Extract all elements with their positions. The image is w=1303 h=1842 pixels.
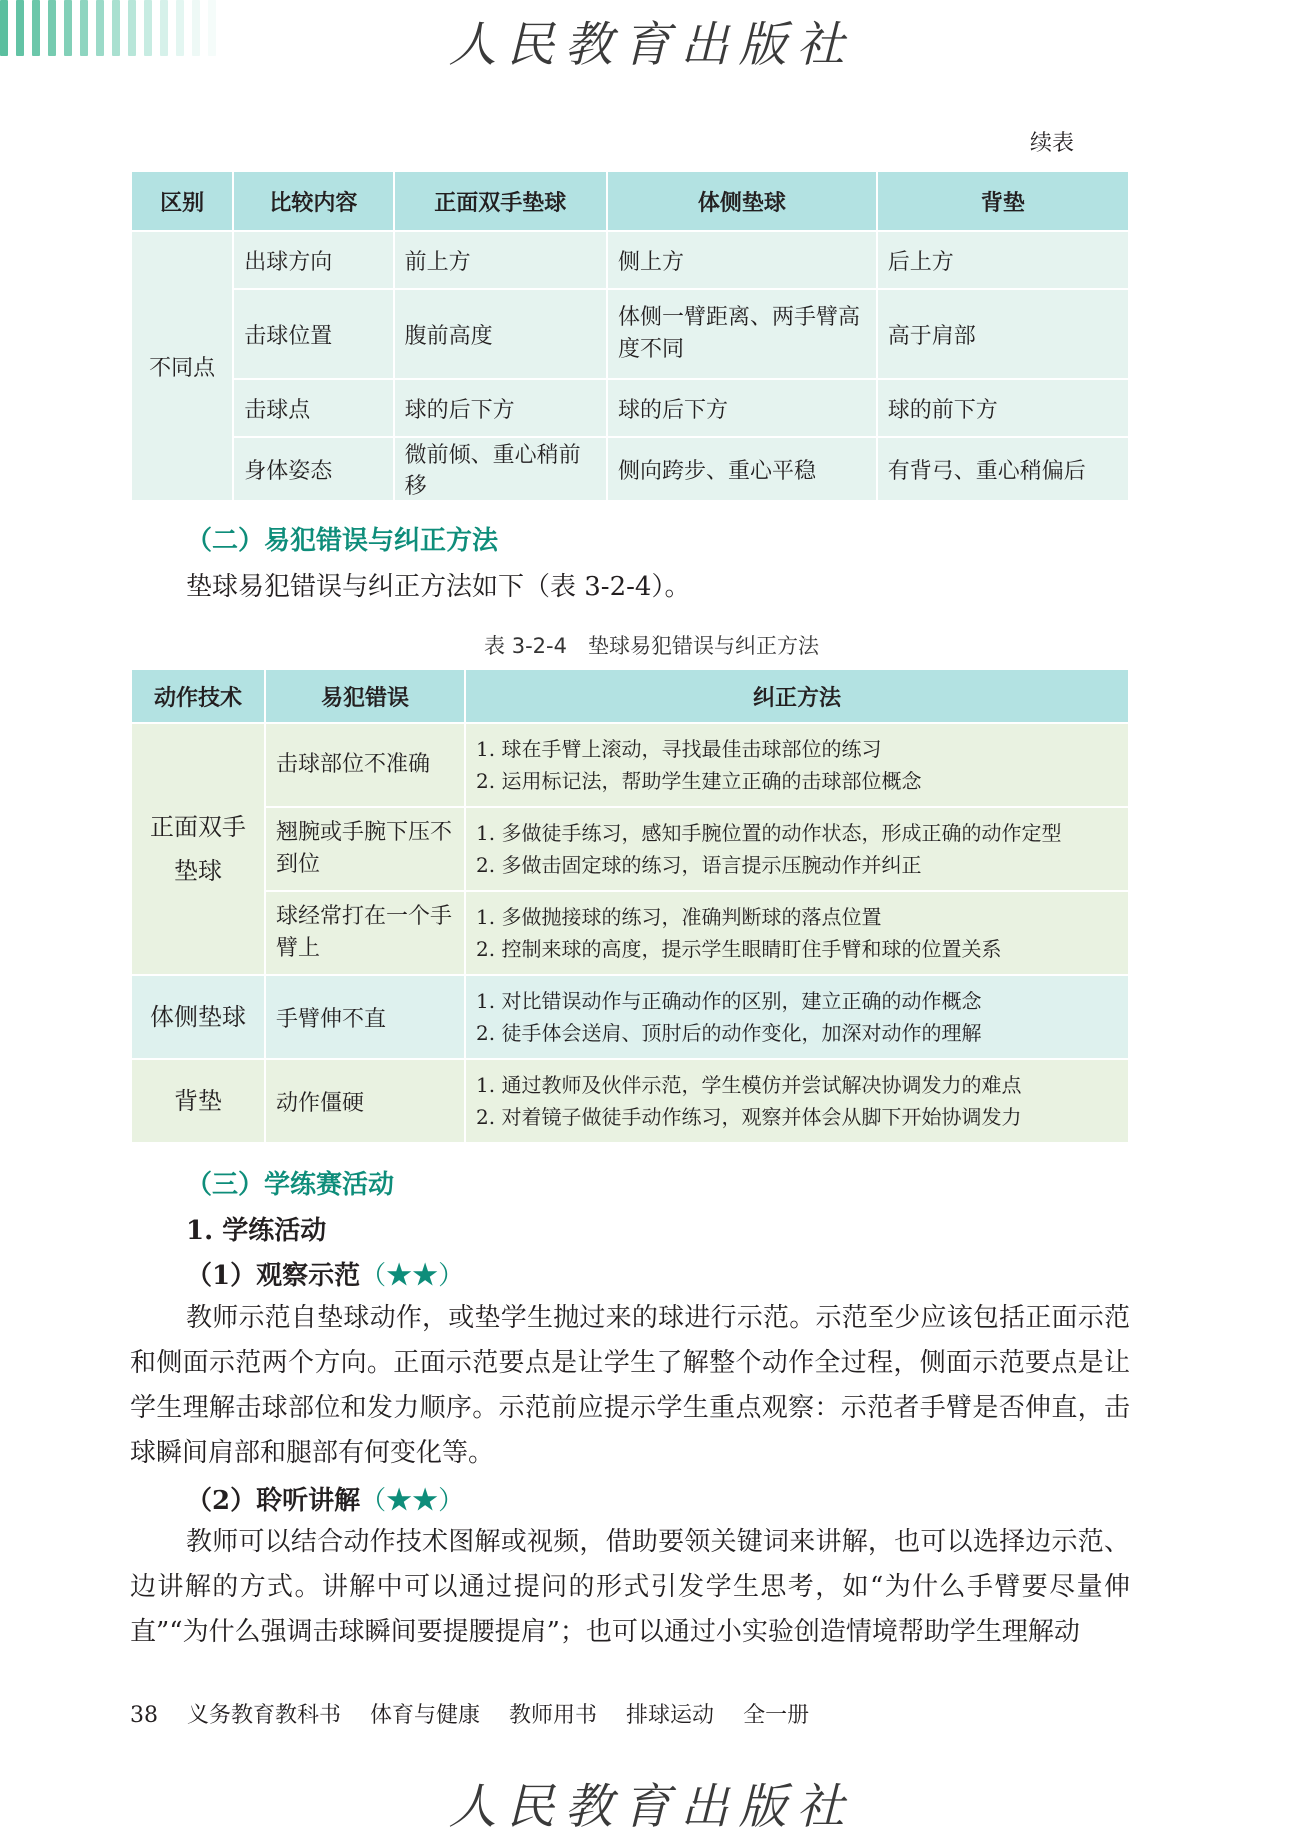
method-cell	[465, 1059, 1129, 1143]
table-header-cell: 正面双手垫球	[394, 171, 607, 231]
error-cell: 翘腕或手腕下压不到位	[265, 807, 465, 891]
table-cell: 球的后下方	[607, 379, 877, 437]
group-label-cell: 不同点	[131, 231, 233, 501]
table-cell: 侧向跨步、重心平稳	[607, 437, 877, 501]
table-header-cell: 背垫	[877, 171, 1129, 231]
paragraph: 教师可以结合动作技术图解或视频，借助要领关键词来讲解，也可以选择边示范、边讲解的方式。讲解中可以通过提问的形式引发学生思考，如“为什么手臂要尽量伸直”“为什么强调击球瞬间要提腰提肩”；也可以通过小实验创造情境帮助学生理解动	[130, 1527, 1130, 1647]
activity-heading	[186, 1480, 464, 1517]
subsection-heading: 1. 学练活动	[186, 1216, 327, 1246]
footer-type: 教师用书	[509, 1703, 598, 1728]
activity-title: （1）观察示范	[186, 1261, 361, 1291]
method-line: 1. 多做徒手练习，感知手腕位置的动作状态，形成正确的动作定型	[476, 821, 1062, 845]
table-header-cell: 体侧垫球	[607, 171, 877, 231]
table-cell: 出球方向	[233, 231, 393, 289]
table-cell: 球的前下方	[877, 379, 1129, 437]
table-cell: 有背弓、重心稍偏后	[877, 437, 1129, 501]
table-row	[131, 891, 1129, 975]
error-cell: 球经常打在一个手臂上	[265, 891, 465, 975]
page-number: 38	[130, 1703, 158, 1728]
table-caption: 表 3-2-4 垫球易犯错误与纠正方法	[484, 634, 819, 658]
table-header-cell: 纠正方法	[465, 669, 1129, 723]
table-cell: 后上方	[877, 231, 1129, 289]
error-cell: 动作僵硬	[265, 1059, 465, 1143]
table-cell: 侧上方	[607, 231, 877, 289]
table-cell: 身体姿态	[233, 437, 393, 501]
footer-topic: 排球运动	[626, 1703, 715, 1728]
method-line: 2. 对着镜子做徒手动作练习，观察并体会从脚下开始协调发力	[476, 1105, 1022, 1129]
table-row	[131, 289, 1129, 379]
difficulty-stars: （★★）	[360, 1486, 465, 1516]
footer-volume: 全一册	[743, 1703, 810, 1728]
difficulty-stars: （★★）	[360, 1261, 465, 1291]
method-cell	[465, 891, 1129, 975]
publisher-logo-bottom: 人民教育出版社	[448, 1779, 855, 1835]
method-line: 2. 运用标记法，帮助学生建立正确的击球部位概念	[476, 769, 922, 793]
method-cell	[465, 975, 1129, 1059]
table-cell: 前上方	[394, 231, 607, 289]
table-header-row	[131, 171, 1129, 231]
method-line: 2. 多做击固定球的练习，语言提示压腕动作并纠正	[476, 853, 922, 877]
table-row	[131, 231, 1129, 289]
paragraph: 教师示范自垫球动作，或垫学生抛过来的球进行示范。示范至少应该包括正面示范和侧面示范两个方向。正面示范要点是让学生了解整个动作全过程，侧面示范要点是让学生理解击球部位和发力顺序。示范前应提示学生重点观察：示范者手臂是否伸直，击球瞬间肩部和腿部有何变化等。	[130, 1303, 1130, 1468]
method-cell	[465, 723, 1129, 807]
technique-cell: 背垫	[131, 1059, 265, 1143]
method-cell	[465, 807, 1129, 891]
table-header-cell: 动作技术	[131, 669, 265, 723]
method-line: 1. 通过教师及伙伴示范，学生模仿并尝试解决协调发力的难点	[476, 1073, 1022, 1097]
publisher-logo-top: 人民教育出版社	[448, 17, 855, 73]
table-cell: 体侧一臂距离、两手臂高度不同	[607, 289, 877, 379]
method-line: 1. 对比错误动作与正确动作的区别，建立正确的动作概念	[476, 989, 982, 1013]
errors-table	[130, 668, 1130, 1144]
technique-cell: 正面双手垫球	[131, 723, 265, 975]
footer-book: 义务教育教科书	[187, 1703, 342, 1728]
method-line: 2. 控制来球的高度，提示学生眼睛盯住手臂和球的位置关系	[476, 937, 1002, 961]
section-heading: （二）易犯错误与纠正方法	[186, 526, 499, 556]
table-header-cell: 易犯错误	[265, 669, 465, 723]
table-header-cell: 区别	[131, 171, 233, 231]
method-line: 1. 多做抛接球的练习，准确判断球的落点位置	[476, 905, 882, 929]
table-cell: 击球点	[233, 379, 393, 437]
table-row	[131, 437, 1129, 501]
method-line: 2. 徒手体会送肩、顶肘后的动作变化，加深对动作的理解	[476, 1021, 982, 1045]
table-header-row	[131, 669, 1129, 723]
table-cell: 高于肩部	[877, 289, 1129, 379]
table-cell: 击球位置	[233, 289, 393, 379]
table-row	[131, 379, 1129, 437]
table-cell: 球的后下方	[394, 379, 607, 437]
table-row	[131, 1059, 1129, 1143]
footer-subject: 体育与健康	[370, 1703, 481, 1728]
section-intro: 垫球易犯错误与纠正方法如下（表 3-2-4）。	[186, 572, 691, 602]
comparison-table	[130, 170, 1130, 502]
error-cell: 手臂伸不直	[265, 975, 465, 1059]
activity-heading	[186, 1255, 464, 1292]
table-cell: 微前倾、重心稍前移	[394, 437, 607, 501]
table-row	[131, 807, 1129, 891]
page-footer	[130, 1698, 831, 1729]
technique-cell: 体侧垫球	[131, 975, 265, 1059]
continued-table-note: 续表	[1030, 131, 1075, 156]
table-cell: 腹前高度	[394, 289, 607, 379]
table-row	[131, 975, 1129, 1059]
table-header-cell: 比较内容	[233, 171, 393, 231]
error-cell: 击球部位不准确	[265, 723, 465, 807]
method-line: 1. 球在手臂上滚动，寻找最佳击球部位的练习	[476, 737, 882, 761]
section-heading: （三）学练赛活动	[186, 1170, 395, 1200]
activity-title: （2）聆听讲解	[186, 1486, 361, 1516]
table-row	[131, 723, 1129, 807]
